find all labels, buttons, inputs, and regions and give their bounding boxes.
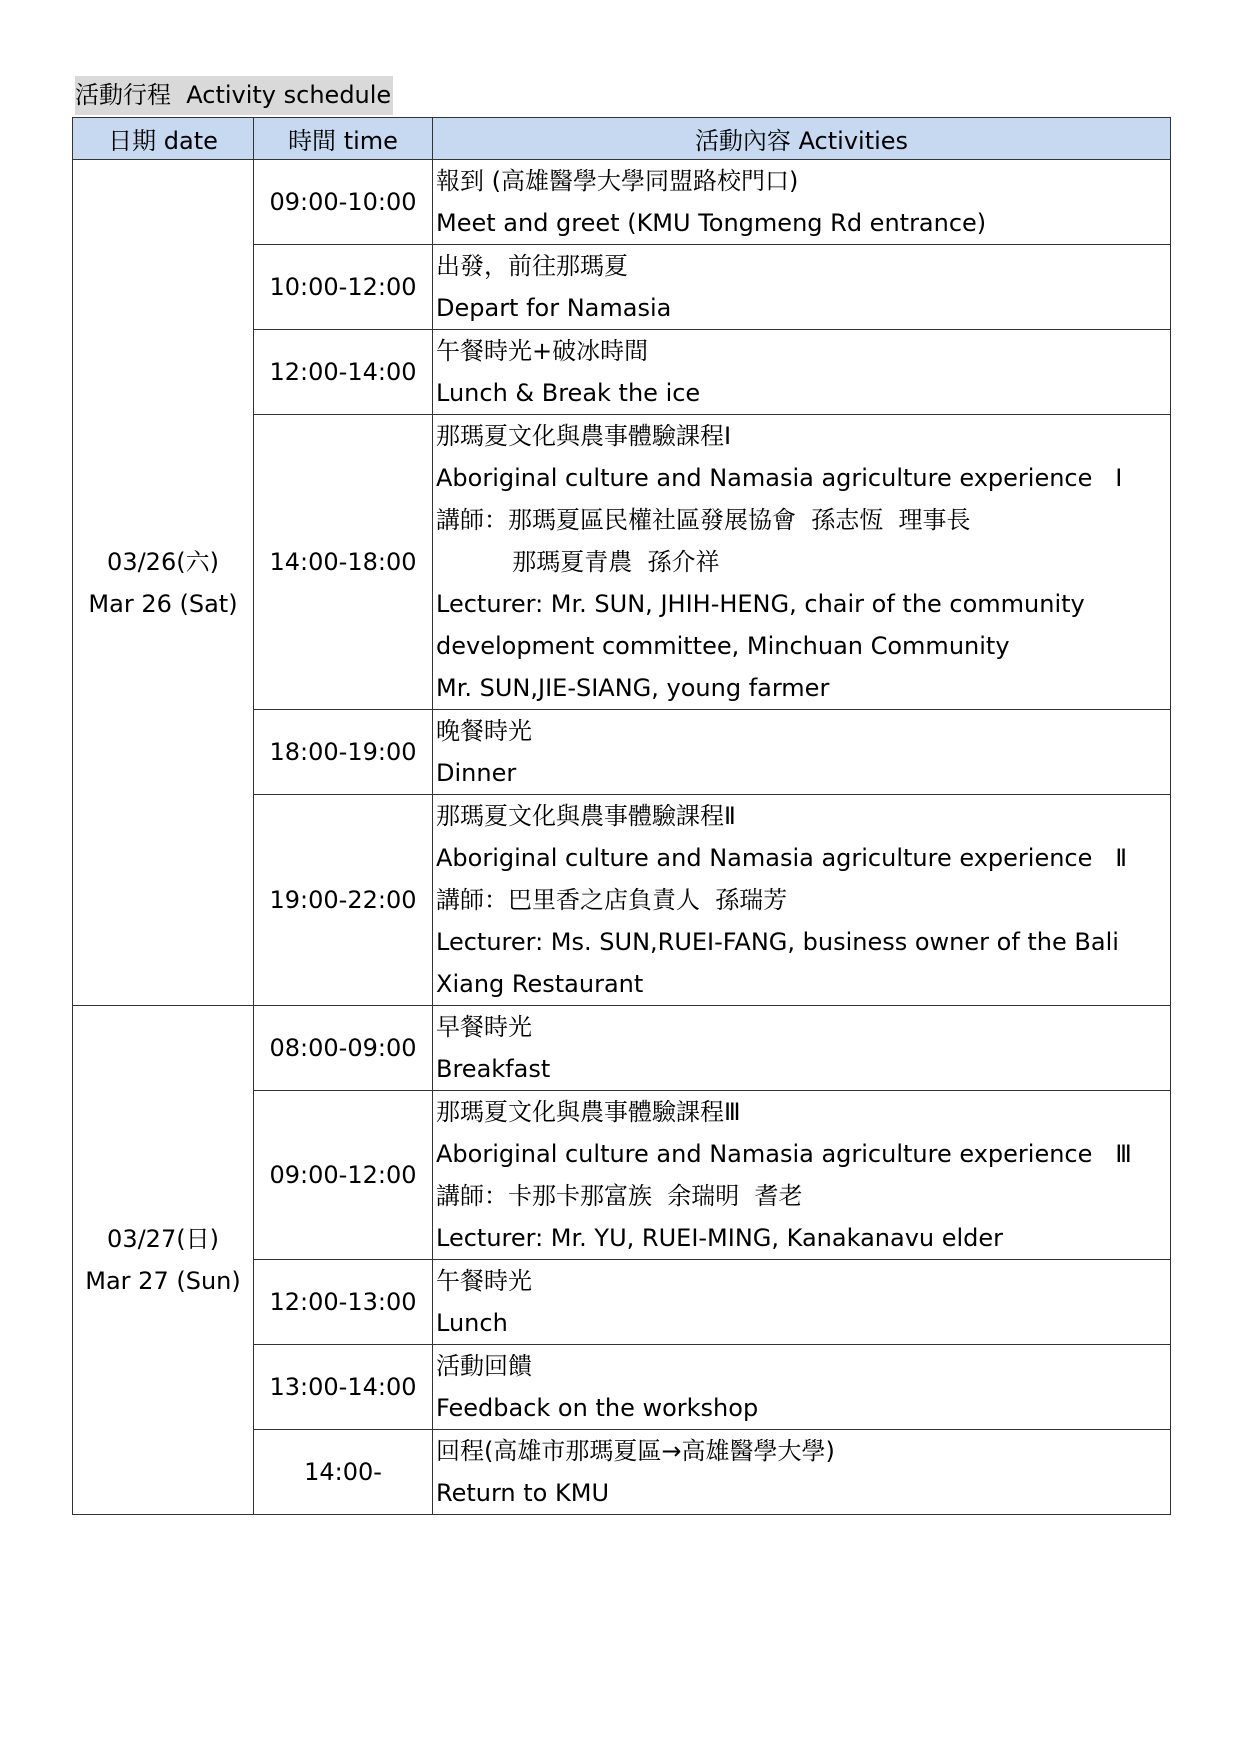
- time-cell: 18:00-19:00: [254, 710, 433, 795]
- activity-line: Lunch & Break the ice: [436, 379, 701, 407]
- activity-cell: [433, 1430, 1171, 1515]
- activity-cell: [433, 1006, 1171, 1091]
- activity-cell: [433, 245, 1171, 330]
- activity-cell: [433, 330, 1171, 415]
- time-cell: 12:00-14:00: [254, 330, 433, 415]
- activity-cell: [433, 1345, 1171, 1430]
- activity-cell: [433, 1091, 1171, 1260]
- table-row: [73, 160, 1171, 245]
- activity-line: Dinner: [436, 759, 517, 787]
- activity-line: 講師：那瑪夏區民權社區發展協會 孫志恆 理事長: [436, 506, 971, 534]
- activity-line: 那瑪夏青農 孫介祥: [436, 548, 720, 576]
- activity-line: 午餐時光: [436, 1267, 532, 1295]
- activity-line: Depart for Namasia: [436, 294, 672, 322]
- date-cell: [73, 1006, 254, 1515]
- activity-cell: [433, 795, 1171, 1006]
- activity-line: Breakfast: [436, 1055, 551, 1083]
- time-cell: 19:00-22:00: [254, 795, 433, 1006]
- schedule-table: [72, 117, 1171, 1515]
- activity-line: Aboriginal culture and Namasia agriculture experience Ⅲ: [436, 1140, 1132, 1168]
- activity-line: 那瑪夏文化與農事體驗課程Ⅰ: [436, 422, 732, 450]
- schedule-body: [73, 160, 1171, 1515]
- time-cell: 08:00-09:00: [254, 1006, 433, 1091]
- time-cell: 14:00-: [254, 1430, 433, 1515]
- activity-line: Return to KMU: [436, 1479, 610, 1507]
- activity-line: Lunch: [436, 1309, 508, 1337]
- activity-line: development committee, Minchuan Community: [436, 632, 1010, 660]
- date-chinese: 03/26(六): [107, 547, 219, 576]
- time-cell: 10:00-12:00: [254, 245, 433, 330]
- activity-line: 出發，前往那瑪夏: [436, 252, 628, 280]
- activity-cell: [433, 1260, 1171, 1345]
- activity-line: Lecturer: Mr. SUN, JHIH-HENG, chair of the community: [436, 590, 1085, 618]
- activity-line: 講師：巴里香之店負責人 孫瑞芳: [436, 886, 788, 914]
- activity-line: 活動回饋: [436, 1352, 532, 1380]
- activity-line: Lecturer: Mr. YU, RUEI-MING, Kanakanavu elder: [436, 1224, 1004, 1252]
- activity-line: 回程(高雄市那瑪夏區→高雄醫學大學): [436, 1437, 835, 1465]
- activity-line: Xiang Restaurant: [436, 970, 644, 998]
- date-english: Mar 27 (Sun): [85, 1267, 241, 1295]
- schedule-title: 活動行程 Activity schedule: [75, 76, 393, 115]
- date-cell: [73, 160, 254, 1006]
- activity-line: 那瑪夏文化與農事體驗課程Ⅱ: [436, 802, 736, 830]
- activity-line: Mr. SUN,JIE-SIANG, young farmer: [436, 674, 830, 702]
- table-row: [73, 1006, 1171, 1091]
- activity-cell: [433, 710, 1171, 795]
- activity-cell: [433, 415, 1171, 710]
- activity-line: 晚餐時光: [436, 717, 532, 745]
- activity-line: 講師：卡那卡那富族 余瑞明 耆老: [436, 1182, 803, 1210]
- activity-cell: [433, 160, 1171, 245]
- date-english: Mar 26 (Sat): [88, 589, 238, 618]
- time-cell: 09:00-10:00: [254, 160, 433, 245]
- header-date: 日期 date: [73, 118, 254, 160]
- activity-line: 早餐時光: [436, 1013, 532, 1041]
- activity-line: 報到 (高雄醫學大學同盟路校門口): [436, 167, 799, 195]
- activity-line: Lecturer: Ms. SUN,RUEI-FANG, business owner of the Bali: [436, 928, 1119, 956]
- activity-line: Aboriginal culture and Namasia agriculture experience Ⅱ: [436, 844, 1128, 872]
- header-time: 時間 time: [254, 118, 433, 160]
- header-row: [73, 118, 1171, 160]
- time-cell: 12:00-13:00: [254, 1260, 433, 1345]
- activity-line: Aboriginal culture and Namasia agriculture experience Ⅰ: [436, 464, 1123, 492]
- activity-line: 那瑪夏文化與農事體驗課程Ⅲ: [436, 1098, 741, 1126]
- time-cell: 14:00-18:00: [254, 415, 433, 710]
- time-cell: 09:00-12:00: [254, 1091, 433, 1260]
- activity-line: Meet and greet (KMU Tongmeng Rd entrance): [436, 209, 987, 237]
- activity-line: Feedback on the workshop: [436, 1394, 759, 1422]
- header-activities: 活動內容 Activities: [433, 118, 1171, 160]
- time-cell: 13:00-14:00: [254, 1345, 433, 1430]
- date-chinese: 03/27(日): [107, 1225, 219, 1253]
- activity-line: 午餐時光+破冰時間: [436, 337, 649, 365]
